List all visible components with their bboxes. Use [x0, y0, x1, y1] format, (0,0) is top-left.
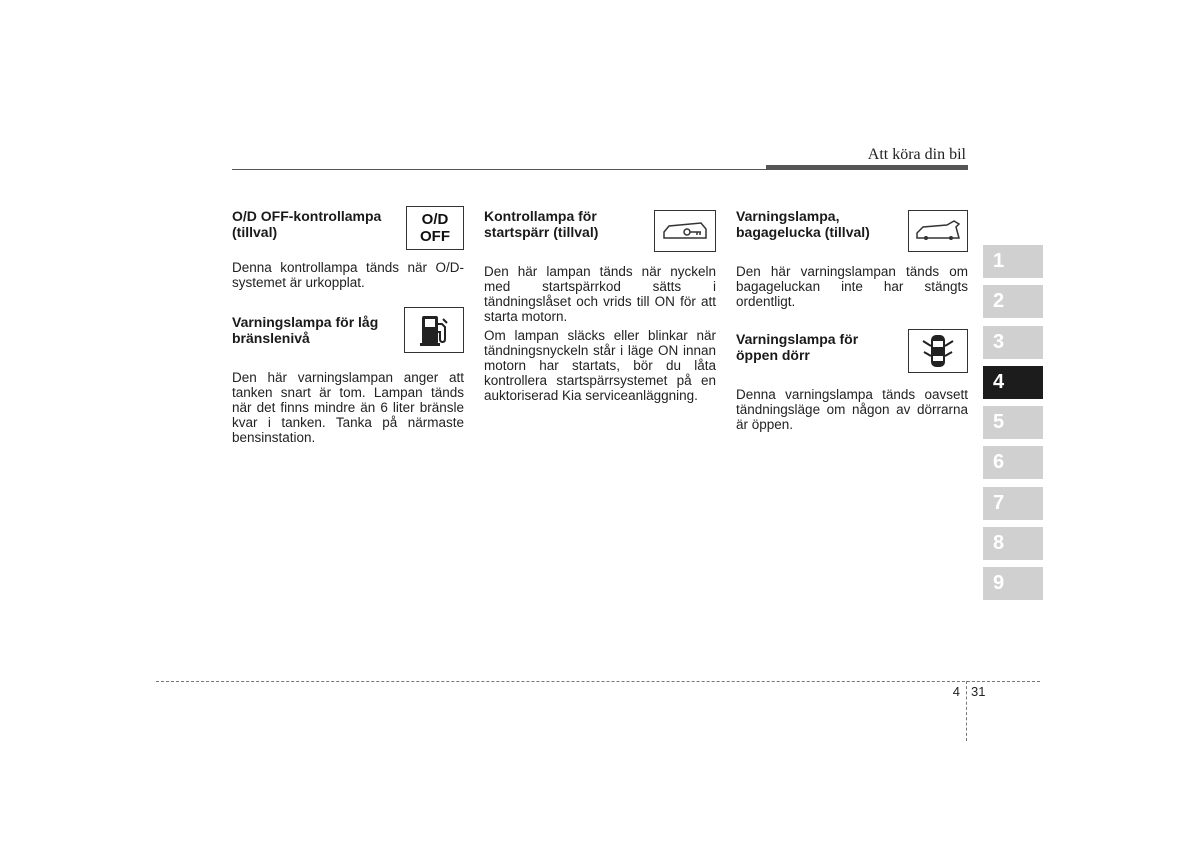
chapter-tab-1[interactable]: 1 [983, 245, 1043, 278]
chapter-tab-2[interactable]: 2 [983, 285, 1043, 318]
footer-rule [156, 681, 1040, 682]
chapter-tab-5[interactable]: 5 [983, 406, 1043, 439]
section-heading: Varningslampa för låg bränslenivå [232, 314, 379, 346]
section-text: Denna kontrollampa tänds när O/D-systemet är urkopplat. [232, 260, 464, 290]
section-text-2: Om lampan släcks eller blinkar när tändningsnyckeln står i läge ON innan motorn har startats, bör du låta kontrollera startspärrsystemet på en auktoriserad Kia serviceanläggning. [484, 328, 716, 403]
od-label: O/D [421, 211, 449, 228]
section-text: Den här varningslampan tänds om bagageluckan inte har stängts ordentligt. [736, 264, 968, 309]
section-text: Den här lampan tänds när nyckeln med startspärrkod sätts i tändningslåset och vrids till ON för att starta motorn. [484, 264, 716, 324]
chapter-tab-9[interactable]: 9 [983, 567, 1043, 600]
section-od-off [232, 206, 464, 290]
column-1 [232, 206, 464, 445]
off-label: OFF [420, 228, 450, 245]
fuel-pump-icon [404, 307, 464, 353]
door-open-icon [908, 329, 968, 373]
chapter-tab-4[interactable]: 4 [983, 366, 1043, 399]
od-off-icon [406, 206, 464, 250]
footer-page-number: 31 [971, 684, 986, 699]
section-immobilizer [484, 206, 716, 403]
column-3 [736, 206, 968, 432]
chapter-tabs [983, 245, 1043, 608]
chapter-tab-6[interactable]: 6 [983, 446, 1043, 479]
section-text: Denna varningslampa tänds oavsett tändningsläge om någon av dörrarna är öppen. [736, 387, 968, 432]
section-low-fuel [232, 307, 464, 445]
section-door-open [736, 329, 968, 432]
chapter-tab-3[interactable]: 3 [983, 326, 1043, 359]
section-tailgate [736, 206, 968, 309]
footer-divider [966, 681, 967, 741]
section-heading: Varningslampa, bagagelucka (tillval) [736, 208, 870, 240]
section-heading: Kontrollampa för startspärr (tillval) [484, 208, 599, 240]
chapter-tab-7[interactable]: 7 [983, 487, 1043, 520]
footer-chapter-number: 4 [952, 684, 960, 699]
section-heading: Varningslampa för öppen dörr [736, 331, 859, 363]
page-header-title: Att köra din bil [867, 146, 966, 163]
car-key-icon [654, 210, 716, 252]
open-tailgate-icon [908, 210, 968, 252]
section-heading: O/D OFF-kontrollampa (tillval) [232, 208, 382, 240]
section-text: Den här varningslampan anger att tanken snart är tom. Lampan tänds när det finns mindre än 6 liter bränsle kvar i tanken. Tanka på närmaste bensinstation. [232, 370, 464, 445]
header-rule-accent [766, 165, 968, 170]
column-2 [484, 206, 716, 403]
chapter-tab-8[interactable]: 8 [983, 527, 1043, 560]
